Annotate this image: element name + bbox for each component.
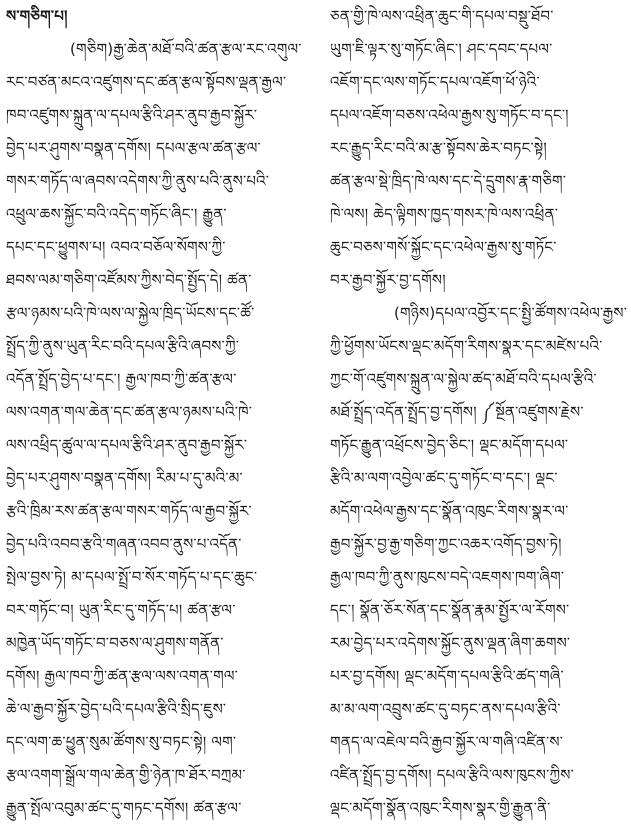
text-line: འདོན་སྤྲོད་བྱེད་པ་དང་། རྒྱལ་ཁབ་ཀྱི་ཚན་རྩལ་ — [6, 370, 237, 388]
text-line: འཛིན་སྤྲོད་བྱ་དགོས། དཔལ་རྩིའི་ལས་ཁུངས་ཀྱིས་ — [330, 766, 574, 784]
text-line: དང་། སྣོན་ཅོར་སོན་དང་སྣོན་རྣམ་སྤྱོར་ལ་རོགས་ — [330, 601, 570, 619]
text-line: (གཅིག)རྒྱ་ཆེན་མཐོ་བའི་ཚན་རྩལ་རང་འགུལ་ — [70, 40, 302, 58]
text-line: མཁྱེན་ཡོད་གཏོང་བ་བཅས་ལ་ཤུགས་གནོན་ — [6, 634, 224, 652]
text-line: མ་མ་ལག་འབྲུས་ཚང་དུ་བཏང་ནས་དཔལ་རྩིའི་ — [330, 700, 561, 718]
text-line: སྤྲོད་ཀྱི་ནུས་ཡུན་རིང་བའི་དཔལ་རྩིའི་ཞབས་ཀྱི་ — [6, 337, 240, 355]
text-line: མདོག་འཕེལ་རྒྱས་དང་སྣོན་འཁུང་རིགས་སྣར་ལ་ — [330, 502, 569, 520]
text-line: ཡུག་ཇི་ལྟར་སུ་གཏོང་ཞིང་། ཤང་དབང་དཔལ་ — [330, 40, 553, 58]
text-line: འཇོག་དང་ལས་གཏོང་དཔལ་འཇོག་ཕོ་ཉེའི་ — [330, 73, 540, 91]
right-column — [330, 0, 628, 835]
text-line: བར་གཏོང་བ། ཡུན་རིང་དུ་གཏོད་པ། ཚན་རྩལ་ — [6, 601, 236, 619]
text-line: ཆུང་བཅས་གསོ་སྐྱོང་དང་འཕེལ་རྒྱས་སུ་གཏོང་ — [330, 238, 557, 256]
text-line: ཁེ་ལས། ཆེད་ལྟིགས་ཁྱད་གསར་ཁེ་ལས་འཕྲིན་ — [330, 205, 559, 223]
text-line: གཏོང་རྒྱུན་འཕྲོངས་བྱེད་ཅིང་། ལྡང་མདོག་དཔལ་ — [330, 436, 569, 454]
text-line: ཀྱི་ཕྱོགས་ཡོངས་ལྡང་མདོག་རིགས་སྣར་དང་མཛེས་པའི་ — [330, 337, 603, 355]
text-line: ལས་འགན་གལ་ཆེན་དང་ཚན་རྩལ་ཉམས་པའི་ཁེ་ — [6, 403, 253, 421]
text-line: ལས་འཕྲིད་ཚུལ་ལ་དཔལ་རྩིའི་ཤར་ནུབ་རྒྱབ་སྐྱོར་ — [6, 436, 248, 454]
text-line: ཀྱང་གོ་འཛུགས་སྐྲུན་ལ་སྐྱེལ་ཚད་མཐོ་བའི་དཔལ་རྩིའི་ — [330, 370, 597, 388]
text-line: གསར་གཏོད་ལ་ཞབས་འདེགས་ཀྱི་ནུས་པའི་ནུས་པའི་ — [6, 172, 270, 190]
text-line: རང་བཙན་མངའ་འཛུགས་དང་ཚན་རྩལ་སྟོབས་ལྡན་རྒྱལ་ — [6, 73, 287, 91]
text-line: གནད་ལ་འཇེལ་བའི་རྒྱབ་སྐྱོར་ལ་གཞི་འཛིན་ས་ — [330, 733, 564, 751]
text-line: ཆེ་ལ་རྒྱབ་སྐྱོར་བྱེད་པའི་དཔལ་རྩིའི་སྲིད་ཇུས་ — [6, 700, 227, 718]
text-line: བྱེད་པའི་འབབ་རྩའི་གཞན་འབབ་ནུས་པ་འདོན་ — [6, 535, 242, 553]
text-line: ལྡང་མདོག་སྣོན་འཁུང་རིགས་སྣར་གྱི་རྒྱུན་ནི་ — [330, 799, 551, 817]
text-line: བར་རྒྱབ་སྐྱོར་བྱ་དགོས། — [330, 271, 446, 289]
text-line: བྱེད་པར་ཤུགས་བསྣན་དགོས། རིམ་པ་དུ་མའི་མ་ — [6, 469, 243, 487]
text-line: ཁབ་འཛུགས་སྐྲུན་ལ་དཔལ་རྩིའི་ཤར་ནུབ་རྒྱབ་སྐྱོར་ — [6, 106, 258, 124]
text-line: དཔལ་འཇོག་བཅས་འཕེལ་རྒྱས་སུ་གཏོང་བ་དང་། — [330, 106, 569, 124]
text-line: རྩིའི་མ་ལག་འབྱེལ་ཚང་དུ་གཏོང་བ་དང་། ལྡང་ — [330, 469, 558, 487]
text-line: དང་ལག་ཆ་ཕྱུན་སུམ་ཚོགས་སུ་བཏང་སྟེ། ལག་ — [6, 733, 237, 751]
text-line: རྩལ་འགག་སྒྲོལ་གལ་ཆེན་གྱི་ཉེན་ཁ་ཐོར་བཀྲམ་ — [6, 766, 246, 784]
text-line: དཔང་དང་ཕྱུགས་པ། འབའ་བཅོལ་སོགས་ཀྱི་ — [6, 238, 226, 256]
section-heading: ས་གཅིག་པ། — [6, 7, 68, 25]
text-line: མཐོ་སྤྲོད་འདོན་སྤྲོད་བྱ་དགོས། ༼སྔོན་འཛུགས་རྗེས་ — [330, 403, 584, 421]
text-line: རྩའི་ཁྲིམ་རས་ཚན་རྩལ་གསར་གཏོད་ལ་རྒྱབ་སྐྱོར་ — [6, 502, 252, 520]
text-line: བྱེད་པར་ཤུགས་བསྣན་དགོས། དཔལ་རྩལ་ཚན་རྩལ་ — [6, 139, 261, 157]
text-line: རམ་བྱེད་པར་འདེགས་སྐྱོང་ནུས་ལྡན་ཞིག་ཆགས་ — [330, 634, 571, 652]
left-column — [6, 0, 304, 835]
text-line: (གཉིས)དཔལ་འབྱོར་དང་སྤྱི་ཚོགས་འཕེལ་རྒྱས་ — [394, 304, 628, 322]
text-line: ཚན་རྩལ་སྡེ་ཁྲིད་ཁེ་ལས་དང་དེ་དྲུགས་རྣ་གཅིག་ — [330, 172, 567, 190]
text-line: རྩལ་ཉམས་པའི་ཁེ་ལས་ལ་སྐྱེལ་ཁྲིད་ཡོངས་དང་ཚོ་ — [6, 304, 255, 322]
text-line: རྒྱལ་ཁབ་ཀྱི་ནུས་ཁུངས་བདེ་འཇགས་ཁག་ཞིག་ — [330, 568, 565, 586]
text-line: རྒྱབ་སྐྱོར་བྱ་རྒྱ་གཅིག་ཀྱང་འཆར་འགོད་བྱས་ཏེ། — [330, 535, 562, 553]
text-line: དགོས། རྒྱལ་ཁབ་ཀྱི་ཚན་རྩལ་ལས་འགན་གལ་ — [6, 667, 238, 685]
text-line: རང་རྒྱུད་རིང་བའི་མ་རྩ་སྟོབས་ཆེར་བཏང་སྟེ། — [330, 139, 547, 157]
text-line: རྒྱུན་སྤོལ་འབུམ་ཚང་དུ་གཏང་དགོས། ཚན་རྩལ་ — [6, 799, 242, 817]
text-line: པར་བྱ་དགོས། ལྡང་མདོག་དཔལ་རྩིའི་ཚད་གཞི་ — [330, 667, 564, 685]
text-line: འཕྲུལ་ཆས་སྐྱོང་བའི་འདེད་གཏོང་ཞིང་། རྒྱུན་ — [6, 205, 227, 223]
text-line: སྤེལ་བྱས་ཏེ། མ་དཔལ་སྤྲོ་བ་སོར་གཏོད་པ་དང་ཆུང་ — [6, 568, 258, 586]
text-line: ཐབས་ལམ་གཅིག་འཛོམས་ཀྱིས་བེད་སྤྱོད་དེ། ཚན་ — [6, 271, 252, 289]
text-line: ཅན་གྱི་ཁེ་ལས་འཕྲིན་ཆུང་གི་དཔལ་བསྡུ་ཐོབ་ — [330, 7, 554, 25]
